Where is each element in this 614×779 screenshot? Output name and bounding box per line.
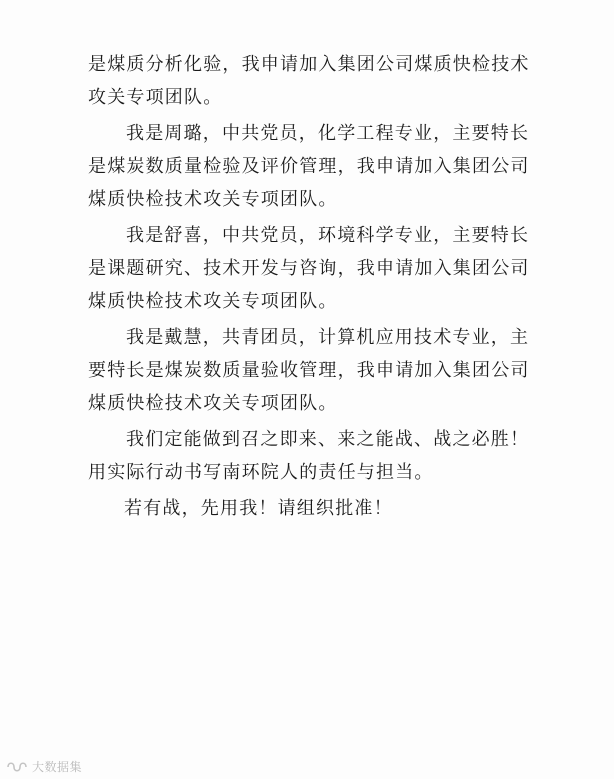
watermark-logo-icon	[6, 760, 28, 774]
paragraph-continuation: 是煤质分析化验，我申请加入集团公司煤质快检技术攻关专项团队。	[88, 54, 530, 108]
paragraph-shu-xi: 我是舒喜，中共党员，环境科学专业，主要特长是课题研究、技术开发与咨询，我申请加入集团公司煤质快检技术攻关专项团队。	[88, 225, 530, 312]
paragraph-request-approval: 若有战，先用我！请组织批准！	[124, 498, 393, 519]
watermark-text: 大数据集	[32, 760, 83, 774]
paragraph-pledge: 我们定能做到召之即来、来之能战、战之必胜！用实际行动书写南环院人的责任与担当。	[88, 429, 530, 483]
watermark	[6, 758, 82, 775]
paragraph-zhou-lu: 我是周璐，中共党员，化学工程专业，主要特长是煤炭数质量检验及评价管理，我申请加入集团公司煤质快检技术攻关专项团队。	[88, 123, 530, 210]
letter-body	[88, 48, 538, 528]
paragraph-dai-hui: 我是戴慧，共青团员，计算机应用技术专业，主要特长是煤炭数质量验收管理，我申请加入集团公司煤质快检技术攻关专项团队。	[88, 327, 530, 414]
